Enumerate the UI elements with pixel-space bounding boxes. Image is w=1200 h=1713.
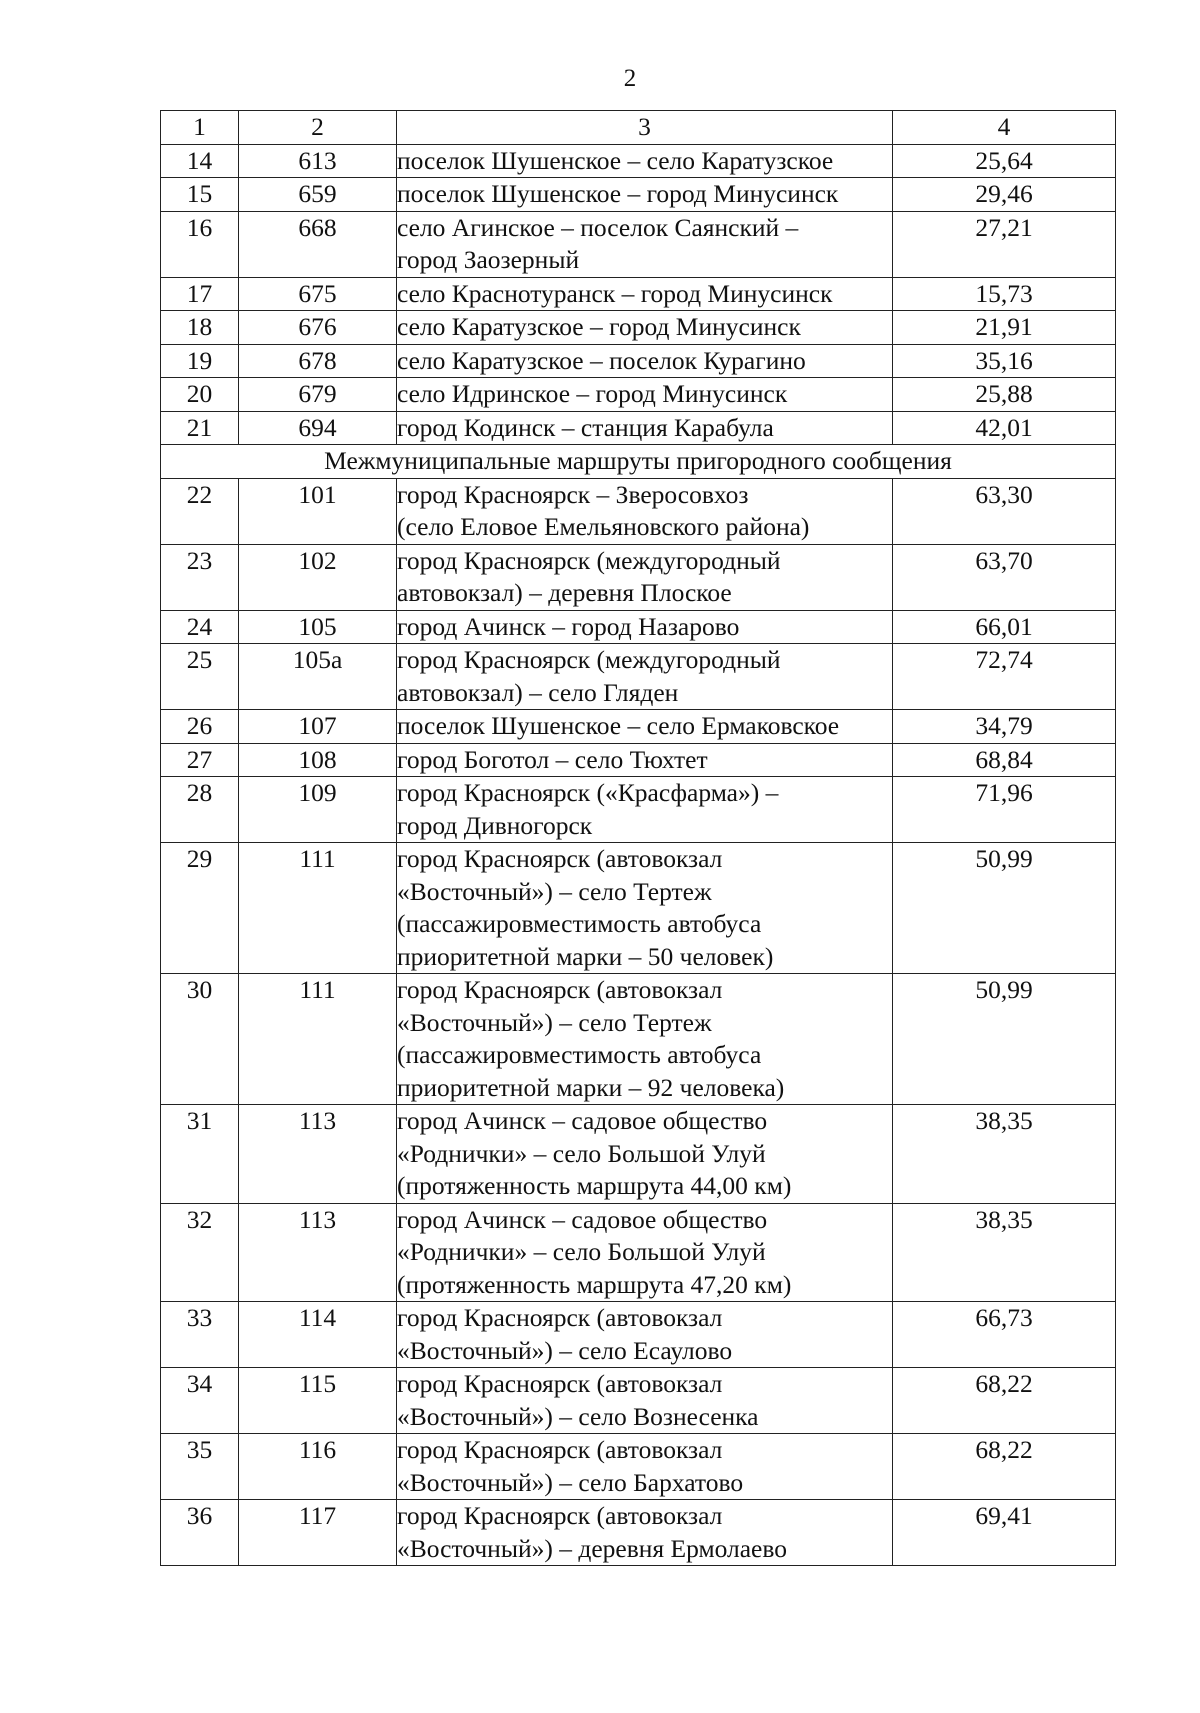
route-name-line: «Восточный») – деревня Ермолаево bbox=[397, 1533, 787, 1563]
route-name-line: «Роднички» – село Большой Улуй bbox=[397, 1138, 766, 1168]
route-name-line: город Красноярск (автовокзал bbox=[397, 844, 723, 873]
table-row bbox=[161, 178, 1116, 212]
route-name-line: город Ачинск – город Назарово bbox=[397, 611, 740, 641]
section-row bbox=[161, 445, 1116, 479]
table-row bbox=[161, 211, 1116, 277]
route-code: 113 bbox=[239, 1105, 397, 1204]
row-number: 34 bbox=[161, 1368, 239, 1434]
table-row bbox=[161, 478, 1116, 544]
table-row bbox=[161, 277, 1116, 311]
routes-table bbox=[160, 110, 1116, 1566]
row-number: 32 bbox=[161, 1203, 239, 1302]
route-name bbox=[397, 743, 893, 777]
route-name-line: село Каратузское – поселок Курагино bbox=[397, 345, 806, 375]
header-row bbox=[161, 111, 1116, 145]
route-name-line: поселок Шушенское – село Ермаковское bbox=[397, 711, 840, 740]
route-code: 101 bbox=[239, 478, 397, 544]
route-name bbox=[397, 1368, 893, 1434]
route-code: 668 bbox=[239, 211, 397, 277]
row-number: 18 bbox=[161, 311, 239, 345]
table-row bbox=[161, 644, 1116, 710]
header-cell: 4 bbox=[893, 111, 1116, 145]
route-code: 675 bbox=[239, 277, 397, 311]
route-name bbox=[397, 544, 893, 610]
table-row bbox=[161, 843, 1116, 974]
table-row bbox=[161, 777, 1116, 843]
row-number: 24 bbox=[161, 610, 239, 644]
route-name bbox=[397, 211, 893, 277]
table-row bbox=[161, 1203, 1116, 1302]
row-number: 29 bbox=[161, 843, 239, 974]
route-name-line: город Красноярск (автовокзал bbox=[397, 1303, 723, 1332]
route-code: 116 bbox=[239, 1434, 397, 1500]
route-value: 27,21 bbox=[893, 211, 1116, 277]
route-name-line: город Ачинск – садовое общество bbox=[397, 1204, 768, 1234]
route-value: 29,46 bbox=[893, 178, 1116, 212]
route-code: 117 bbox=[239, 1500, 397, 1566]
route-code: 676 bbox=[239, 311, 397, 345]
row-number: 20 bbox=[161, 378, 239, 412]
table-row bbox=[161, 1434, 1116, 1500]
route-name-line: «Восточный») – село Тертеж bbox=[397, 876, 712, 906]
route-code: 613 bbox=[239, 144, 397, 178]
row-number: 30 bbox=[161, 974, 239, 1105]
row-number: 16 bbox=[161, 211, 239, 277]
route-value: 15,73 bbox=[893, 277, 1116, 311]
route-value: 42,01 bbox=[893, 411, 1116, 445]
header-cell: 2 bbox=[239, 111, 397, 145]
table-row bbox=[161, 344, 1116, 378]
route-value: 25,88 bbox=[893, 378, 1116, 412]
route-value: 71,96 bbox=[893, 777, 1116, 843]
table-row bbox=[161, 1500, 1116, 1566]
route-value: 38,35 bbox=[893, 1105, 1116, 1204]
route-name-line: село Каратузское – город Минусинск bbox=[397, 312, 801, 341]
route-name bbox=[397, 378, 893, 412]
route-name-line: город Красноярск (автовокзал bbox=[397, 975, 723, 1004]
route-name-line: город Боготол – село Тюхтет bbox=[397, 744, 708, 774]
route-name bbox=[397, 144, 893, 178]
table-row bbox=[161, 1105, 1116, 1204]
route-name-line: город Красноярск (автовокзал bbox=[397, 1435, 723, 1464]
route-name bbox=[397, 843, 893, 974]
route-code: 114 bbox=[239, 1302, 397, 1368]
route-name-line: «Восточный») – село Бархатово bbox=[397, 1467, 744, 1497]
route-name bbox=[397, 1500, 893, 1566]
route-value: 66,73 bbox=[893, 1302, 1116, 1368]
route-name-line: (пассажировместимость автобуса bbox=[397, 909, 762, 938]
row-number: 26 bbox=[161, 710, 239, 744]
row-number: 27 bbox=[161, 743, 239, 777]
route-code: 659 bbox=[239, 178, 397, 212]
route-name-line: (протяженность маршрута 44,00 км) bbox=[397, 1171, 792, 1200]
route-code: 679 bbox=[239, 378, 397, 412]
route-name bbox=[397, 178, 893, 212]
route-code: 105 bbox=[239, 610, 397, 644]
route-code: 107 bbox=[239, 710, 397, 744]
table-row bbox=[161, 1302, 1116, 1368]
route-code: 113 bbox=[239, 1203, 397, 1302]
table-row bbox=[161, 544, 1116, 610]
table-row bbox=[161, 710, 1116, 744]
route-value: 72,74 bbox=[893, 644, 1116, 710]
route-name bbox=[397, 1302, 893, 1368]
route-value: 68,22 bbox=[893, 1368, 1116, 1434]
route-name bbox=[397, 777, 893, 843]
route-code: 102 bbox=[239, 544, 397, 610]
table-row bbox=[161, 1368, 1116, 1434]
route-value: 50,99 bbox=[893, 974, 1116, 1105]
routes-table-body bbox=[161, 111, 1116, 1566]
route-name-line: город Красноярск (междугородный bbox=[397, 545, 781, 575]
route-value: 21,91 bbox=[893, 311, 1116, 345]
route-value: 50,99 bbox=[893, 843, 1116, 974]
route-code: 694 bbox=[239, 411, 397, 445]
route-name bbox=[397, 411, 893, 445]
header-cell: 1 bbox=[161, 111, 239, 145]
route-value: 35,16 bbox=[893, 344, 1116, 378]
route-name-line: город Дивногорск bbox=[397, 810, 593, 840]
route-code: 111 bbox=[239, 843, 397, 974]
route-name-line: город Кодинск – станция Карабула bbox=[397, 412, 774, 442]
route-code: 678 bbox=[239, 344, 397, 378]
route-name bbox=[397, 311, 893, 345]
row-number: 25 bbox=[161, 644, 239, 710]
row-number: 22 bbox=[161, 478, 239, 544]
row-number: 23 bbox=[161, 544, 239, 610]
route-name-line: (село Еловое Емельяновского района) bbox=[397, 512, 810, 541]
route-value: 63,30 bbox=[893, 478, 1116, 544]
section-title: Межмуниципальные маршруты пригородного сообщения bbox=[161, 445, 1116, 479]
row-number: 14 bbox=[161, 144, 239, 178]
row-number: 35 bbox=[161, 1434, 239, 1500]
route-name-line: село Краснотуранск – город Минусинск bbox=[397, 278, 833, 308]
route-name bbox=[397, 644, 893, 710]
row-number: 36 bbox=[161, 1500, 239, 1566]
route-name bbox=[397, 344, 893, 378]
table-row bbox=[161, 378, 1116, 412]
route-name-line: город Красноярск – Зверосовхоз bbox=[397, 479, 749, 509]
route-name-line: «Восточный») – село Есаулово bbox=[397, 1335, 733, 1365]
row-number: 33 bbox=[161, 1302, 239, 1368]
route-code: 115 bbox=[239, 1368, 397, 1434]
route-name-line: автовокзал) – деревня Плоское bbox=[397, 578, 732, 607]
table-row bbox=[161, 974, 1116, 1105]
page-number: 2 bbox=[623, 65, 637, 92]
route-name bbox=[397, 710, 893, 744]
route-name bbox=[397, 478, 893, 544]
row-number: 28 bbox=[161, 777, 239, 843]
route-name-line: автовокзал) – село Гляден bbox=[397, 677, 679, 707]
route-value: 34,79 bbox=[893, 710, 1116, 744]
route-value: 63,70 bbox=[893, 544, 1116, 610]
row-number: 21 bbox=[161, 411, 239, 445]
route-name bbox=[397, 1203, 893, 1302]
route-code: 108 bbox=[239, 743, 397, 777]
route-name bbox=[397, 974, 893, 1105]
route-name bbox=[397, 1434, 893, 1500]
route-name-line: город Заозерный bbox=[397, 245, 580, 274]
route-name bbox=[397, 277, 893, 311]
route-name bbox=[397, 610, 893, 644]
route-value: 69,41 bbox=[893, 1500, 1116, 1566]
route-name-line: «Роднички» – село Большой Улуй bbox=[397, 1237, 766, 1266]
route-value: 38,35 bbox=[893, 1203, 1116, 1302]
table-row bbox=[161, 144, 1116, 178]
route-name-line: (протяженность маршрута 47,20 км) bbox=[397, 1269, 792, 1299]
table-row bbox=[161, 743, 1116, 777]
route-name-line: поселок Шушенское – село Каратузское bbox=[397, 145, 834, 175]
table-row bbox=[161, 411, 1116, 445]
route-name-line: город Красноярск (автовокзал bbox=[397, 1369, 723, 1398]
row-number: 31 bbox=[161, 1105, 239, 1204]
route-name-line: город Красноярск (автовокзал bbox=[397, 1501, 723, 1530]
route-name-line: «Восточный») – село Вознесенка bbox=[397, 1401, 759, 1431]
route-name bbox=[397, 1105, 893, 1204]
row-number: 17 bbox=[161, 277, 239, 311]
table-row bbox=[161, 610, 1116, 644]
route-name-line: город Красноярск (междугородный bbox=[397, 645, 781, 674]
table-row bbox=[161, 311, 1116, 345]
route-name-line: город Ачинск – садовое общество bbox=[397, 1106, 768, 1135]
route-value: 68,22 bbox=[893, 1434, 1116, 1500]
route-name-line: город Красноярск («Красфарма») – bbox=[397, 778, 779, 807]
route-value: 25,64 bbox=[893, 144, 1116, 178]
header-cell: 3 bbox=[397, 111, 893, 145]
row-number: 19 bbox=[161, 344, 239, 378]
route-code: 105а bbox=[239, 644, 397, 710]
route-name-line: (пассажировместимость автобуса bbox=[397, 1040, 762, 1069]
route-code: 109 bbox=[239, 777, 397, 843]
route-name-line: село Идринское – город Минусинск bbox=[397, 379, 788, 408]
row-number: 15 bbox=[161, 178, 239, 212]
route-name-line: «Восточный») – село Тертеж bbox=[397, 1007, 712, 1037]
route-code: 111 bbox=[239, 974, 397, 1105]
route-name-line: поселок Шушенское – город Минусинск bbox=[397, 179, 839, 208]
route-name-line: приоритетной марки – 50 человек) bbox=[397, 941, 774, 971]
route-value: 66,01 bbox=[893, 610, 1116, 644]
route-value: 68,84 bbox=[893, 743, 1116, 777]
route-name-line: село Агинское – поселок Саянский – bbox=[397, 212, 799, 242]
route-name-line: приоритетной марки – 92 человека) bbox=[397, 1072, 785, 1102]
